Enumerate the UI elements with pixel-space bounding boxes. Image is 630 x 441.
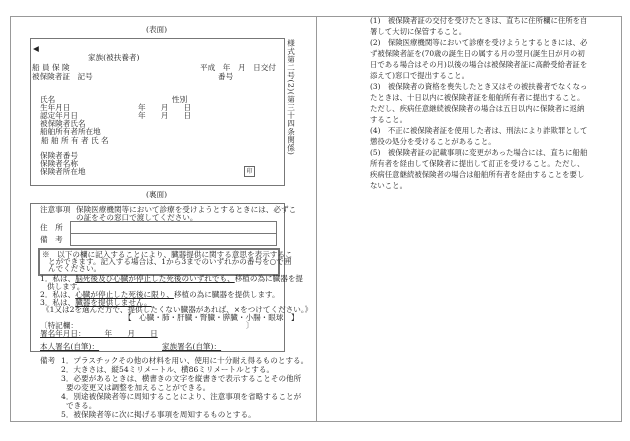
insurance-label: 船 員 保 険 bbox=[32, 63, 70, 72]
option-text: 脳死後及び心臓が停止した死後のいずれでも、 bbox=[75, 274, 235, 283]
option-text: 移植の為に臓器を提 bbox=[234, 274, 304, 283]
certified-label: 認定年月日 bbox=[40, 111, 78, 120]
notice-item: (3) 被保険者の資格を喪失したとき又はその被扶養者でなくなったときは、十日以内に被保険者証を船舶所有者に提出すること。ただし、疾病任意継続被保険者の場合は五日以内に保険者に返納すること。 bbox=[370, 82, 588, 124]
insurer-address-label: 保険者所在地 bbox=[40, 167, 86, 176]
seal-icon: 印 bbox=[244, 166, 255, 177]
insured-name-label: 被保険者氏名 bbox=[40, 119, 86, 128]
note-item: 3．必要があるときは、横書きの文字を縦書きで表示することその他所 bbox=[61, 374, 302, 383]
owner-name-label: 船 舶 所 有 者 氏 名 bbox=[41, 136, 109, 145]
self-signature[interactable]: 本人署名(自筆)： bbox=[40, 342, 100, 351]
note-item: 2．大きさは、縦54ミリメートル、横86ミリメートルとする。 bbox=[61, 365, 275, 374]
insurer-name-label: 保険者名称 bbox=[40, 159, 78, 168]
owner-address-label: 船舶所有者所在地 bbox=[40, 127, 101, 136]
organ-instruction: ※ 以下の欄に記入することにより、臓器提供に関する意思を表示するこ bbox=[42, 250, 293, 259]
birth-ymd: 年 月 日 bbox=[138, 103, 192, 112]
notice-item: (4) 不正に被保険者証を使用した者は、刑法により詐欺罪として懲役の処分を受けることがあること。 bbox=[370, 126, 588, 146]
center-divider bbox=[316, 16, 317, 421]
notice-item: (2) 保険医療機関等において診療を受けようとするときには、必ず被保険者証を(70歳の誕生日の属する月の翌月(誕生日が月の初日である場合はその月)以後の場合は被保険者証に高齢受給者証を添えて)窓口で提出すること。 bbox=[370, 38, 588, 80]
card-number: 番号 bbox=[218, 72, 234, 81]
option-text: 臓器を提供しません。 bbox=[75, 298, 152, 307]
notice-item: (5) 被保険者証の記載事項に変更があった場合には、直ちに船舶所有者を経由して保険者に提出して訂正を受けること。ただし、疾病任意継続被保険者の場合は船舶所有者を経由することを要しないこと。 bbox=[370, 148, 588, 190]
sign-date[interactable]: 署名年月日： 年 月 日 bbox=[40, 329, 158, 338]
insurer-number-label: 保険者番号 bbox=[40, 151, 78, 160]
option-text: 3．私は、 bbox=[40, 298, 76, 307]
back-title: (裏面) bbox=[146, 190, 168, 199]
option-1-cont: 供します。 bbox=[47, 282, 85, 291]
notice-item: (1) 被保険者証の交付を受けたときは、直ちに住所欄に住所を自署して大切に保管すること。 bbox=[370, 16, 588, 36]
note-item: 4．別途被保険者等に周知することにより、注意事項を省略することが bbox=[61, 392, 302, 401]
issued-date: 平成 年 月 日交付 bbox=[200, 63, 276, 72]
note-item: 1．プラスチックその他の材料を用い、使用に十分耐え得るものとする。 bbox=[61, 356, 309, 365]
notice-line: の証をその窓口で渡してください。 bbox=[76, 213, 198, 222]
notice-items bbox=[370, 15, 590, 191]
arrow-icon: ◀ bbox=[33, 44, 39, 53]
sex-label: 性別 bbox=[172, 95, 188, 104]
family-label: 家族(被扶養者) bbox=[88, 53, 140, 62]
option-note: 《1又は2を選んだ方で、提供したくない臓器があれば、×をつけてください。》 bbox=[42, 305, 313, 314]
organ-list[interactable]: 【 心臓・肺・肝臓・腎臓・膵臓・小腸・眼球 】 bbox=[124, 313, 299, 322]
form-side-label: 様式第二号(2)(第三十四条関係) bbox=[286, 39, 296, 156]
certified-ymd: 年 月 日 bbox=[138, 111, 192, 120]
address-label: 住 所 bbox=[40, 223, 63, 232]
option-text: 2．私は、 bbox=[40, 290, 76, 299]
card-symbol: 被保険者証 記号 bbox=[32, 72, 93, 81]
special-notes-end: 〕 bbox=[246, 321, 254, 330]
notice-label: 注意事項 bbox=[40, 205, 71, 214]
option-text: 心臓が停止した死後に限り、 bbox=[75, 290, 174, 299]
note-item: 5．被保険者等に次に掲げる事項を周知するものとする。 bbox=[61, 410, 256, 419]
organ-instruction: とができます。記入する場合は、1から3までのいずれかの番号を○で囲 bbox=[48, 257, 292, 266]
remarks-field[interactable] bbox=[70, 233, 277, 246]
special-notes-label: 〔特記欄： bbox=[40, 321, 78, 330]
birth-label: 生年月日 bbox=[40, 103, 71, 112]
front-title: (表面) bbox=[146, 25, 168, 34]
note-item: 要の変更又は調整を加えることができる。 bbox=[66, 383, 211, 392]
option-text: 移植の為に臓器を提供します。 bbox=[173, 290, 280, 299]
notes-label: 備考 bbox=[40, 356, 56, 365]
note-item: できる。 bbox=[66, 401, 97, 410]
option-text: 1．私は、 bbox=[40, 274, 76, 283]
organ-instruction: んでください。 bbox=[48, 264, 102, 273]
notice-line: 保険医療機関等において診療を受けようとするときには、必ずこ bbox=[76, 205, 297, 214]
family-signature[interactable]: 家族署名(自筆)： bbox=[162, 342, 222, 351]
name-label: 氏名 bbox=[40, 95, 56, 104]
remarks-label: 備 考 bbox=[40, 235, 63, 244]
